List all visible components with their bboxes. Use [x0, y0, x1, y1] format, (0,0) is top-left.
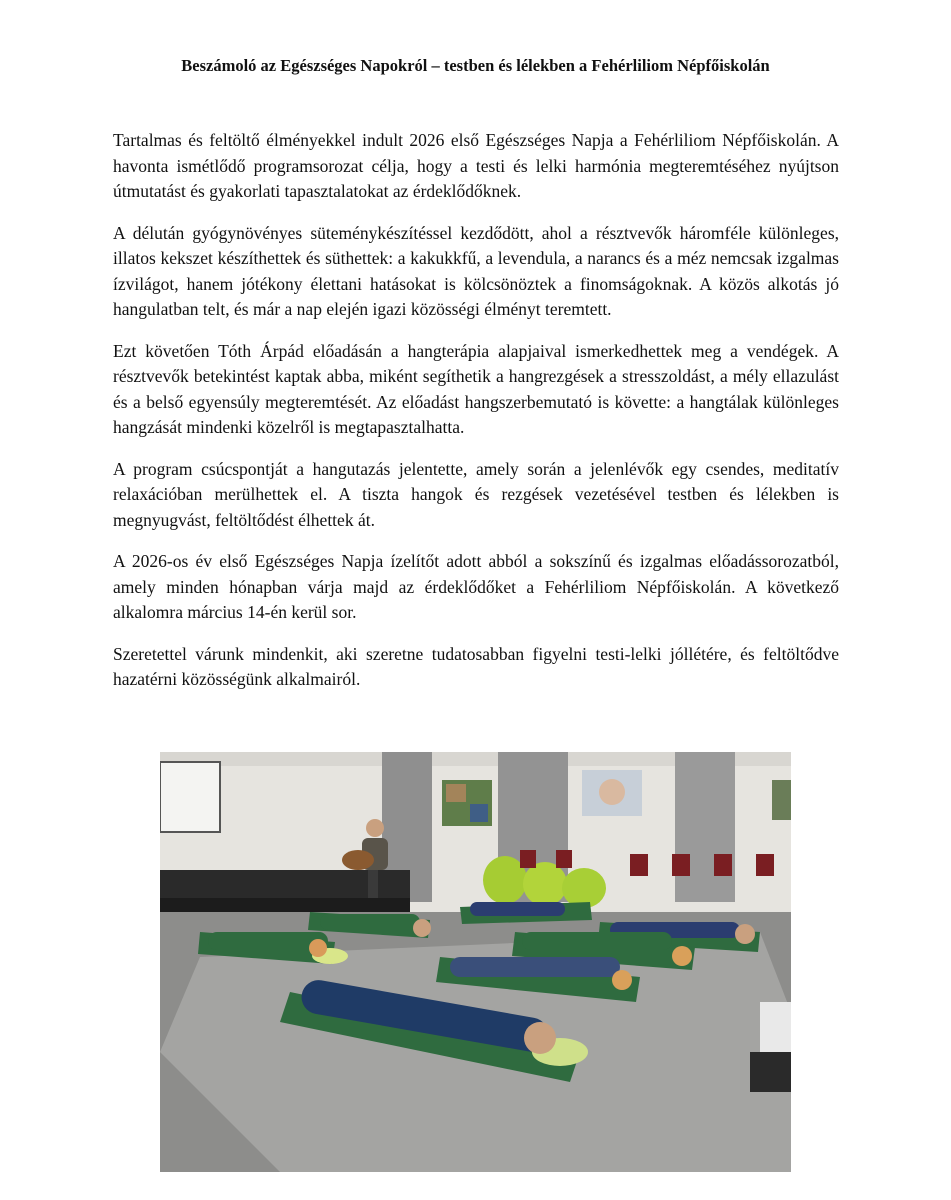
bean-bag-3	[562, 868, 606, 908]
wall-picture-3	[772, 780, 791, 820]
musician	[366, 819, 384, 837]
paragraph-invitation: Szeretettel várunk mindenkit, aki szeretne tudatosabban figyelni testi-lelki jóllétére, és feltöltődve hazatérni közösségünk alkalmairól.	[113, 643, 839, 689]
paragraph-lecture: Ezt követően Tóth Árpád előadásán a hangterápia alapjaival ismerkedhettek meg a vendégek. A résztvevők betekintést kaptak abba, miként segíthetik a hangrezgések a stresszoldást, a mély ellazulást és a belső egyensúly megteremtését. Az előadást hangszerbemutató is követte: a hangtálak különleges hangzását mindenki közelről is megtapasztalhatta.	[113, 340, 839, 437]
page-title: Beszámoló az Egészséges Napokról – testben és lélekben a Fehérliliom Népfőiskolán	[181, 56, 770, 75]
paragraph-intro: Tartalmas és feltöltő élményekkel indult 2026 első Egészséges Napja a Fehérliliom Népfőiskolán. A havonta ismétlődő programsorozat célja, hogy a testi és lelki harmónia megteremtéséhez nyújtson útmutatást és gyakorlati tapasztalatokat az érdeklődőknek.	[113, 130, 839, 201]
paragraph-sound-journey: A program csúcspontját a hangutazás jelentette, amely során a jelenlévők egy csendes, meditatív relaxációban merülhettek el. A tiszta hangok és rezgések vezetésével testben és lélekben is megnyugvást, feltöltődést élhettek át.	[113, 458, 839, 530]
bean-bag-2	[523, 862, 567, 906]
event-photo	[160, 752, 791, 1172]
relaxation-scene-illustration	[160, 752, 791, 1172]
projector-screen	[160, 762, 220, 832]
paragraph-baking: A délután gyógynövényes süteménykészítéssel kezdődött, ahol a résztvevők háromféle különleges, illatos kekszet készíthettek és süthettek: a kakukkfű, a levendula, a narancs és a méz nemcsak izgalmas ízvilágot, hanem jótékony élettani hatásokat is kölcsönöztek a finomságoknak. A közös alkotás jó hangulatban telt, és már a nap elején igazi közösségi élményt teremtett.	[113, 222, 839, 319]
curtain-right	[675, 752, 735, 902]
article-body	[113, 128, 839, 709]
paragraph-series: A 2026-os év első Egészséges Napja ízelítőt adott abból a sokszínű és izgalmas előadássorozatból, amely minden hónapban várja majd az érdeklődőket a Fehérliliom Népfőiskolán. A következő alkalomra március 14-én kerül sor.	[113, 551, 839, 622]
